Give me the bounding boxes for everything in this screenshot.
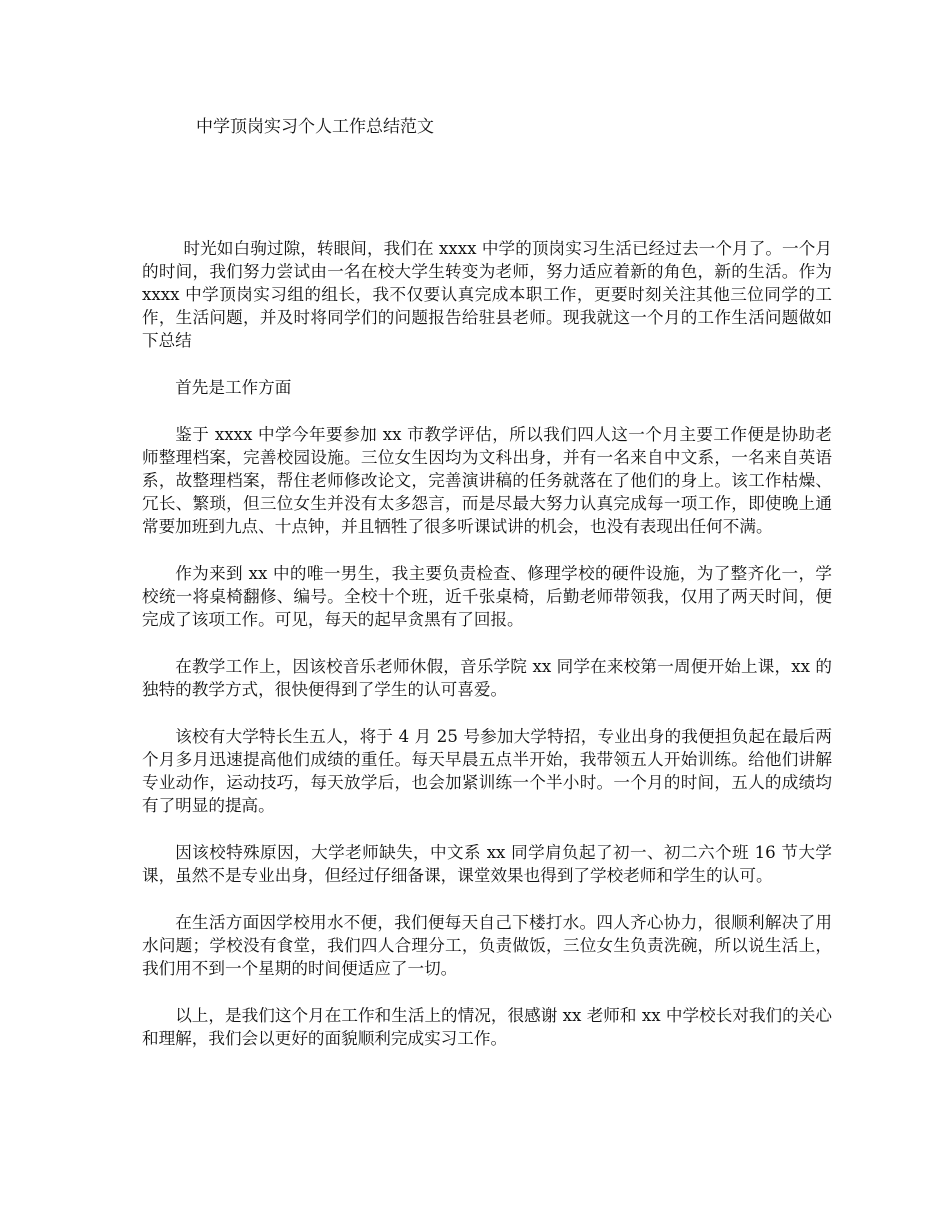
paragraph-section-heading: 首先是工作方面 xyxy=(175,378,292,397)
document-body xyxy=(142,237,832,1074)
paragraph-chinese-classes: 因该校特殊原因，大学老师缺失，中文系 xx 同学肩负起了初一、初二六个班 16 节大学课，虽然不是专业出身，但经过仔细备课，课堂效果也得到了学校老师和学生的认可。 xyxy=(142,843,832,885)
paragraph-intro: 时光如白驹过隙，转眼间，我们在 xxxx 中学的顶岗实习生活已经过去一个月了。一个月的时间，我们努力尝试由一名在校大学生转变为老师，努力适应着新的角色，新的生活。作为 xxxx 中学顶岗实习组的组长，我不仅要认真完成本职工作，更要时刻关注其他三位同学的工作，生活问题，并及时将同学们的问题报告给驻县老师。现我就这一个月的工作生活问题做如下总结 xyxy=(142,239,832,350)
document-title: 中学顶岗实习个人工作总结范文 xyxy=(196,117,434,137)
paragraph-daily-life: 在生活方面因学校用水不便，我们便每天自己下楼打水。四人齐心协力，很顺利解决了用水问题；学校没有食堂，我们四人合理分工，负责做饭，三位女生负责洗碗，所以说生活上，我们用不到一个星期的时间便适应了一切。 xyxy=(142,913,832,978)
paragraph-conclusion: 以上，是我们这个月在工作和生活上的情况，很感谢 xx 老师和 xx 中学校长对我们的关心和理解，我们会以更好的面貌顺利完成实习工作。 xyxy=(142,1006,832,1048)
paragraph-archives: 鉴于 xxxx 中学今年要参加 xx 市教学评估，所以我们四人这一个月主要工作便是协助老师整理档案，完善校园设施。三位女生因均为文科出身，并有一名来自中文系，一名来自英语系，故整理档案，帮住老师修改论文，完善演讲稿的任务就落在了他们的身上。该工作枯燥、冗长、繁琐，但三位女生并没有太多怨言，而是尽最大努力认真完成每一项工作，即使晚上通常要加班到九点、十点钟，并且牺牲了很多听课试讲的机会，也没有表现出任何不满。 xyxy=(142,425,832,536)
paragraph-facilities: 作为来到 xx 中的唯一男生，我主要负责检查、修理学校的硬件设施，为了整齐化一，学校统一将桌椅翻修、编号。全校十个班，近千张桌椅，后勤老师带领我，仅用了两天时间，便完成了该项工作。可见，每天的起早贪黑有了回报。 xyxy=(142,564,832,629)
paragraph-training: 该校有大学特长生五人，将于 4 月 25 号参加大学特招，专业出身的我便担负起在最后两个月多月迅速提高他们成绩的重任。每天早晨五点半开始，我带领五人开始训练。给他们讲解专业动作，运动技巧，每天放学后，也会加紧训练一个半小时。一个月的时间，五人的成绩均有了明显的提高。 xyxy=(142,727,832,815)
paragraph-music-teaching: 在教学工作上，因该校音乐老师休假，音乐学院 xx 同学在来校第一周便开始上课，xx 的独特的教学方式，很快便得到了学生的认可喜爱。 xyxy=(142,657,832,699)
